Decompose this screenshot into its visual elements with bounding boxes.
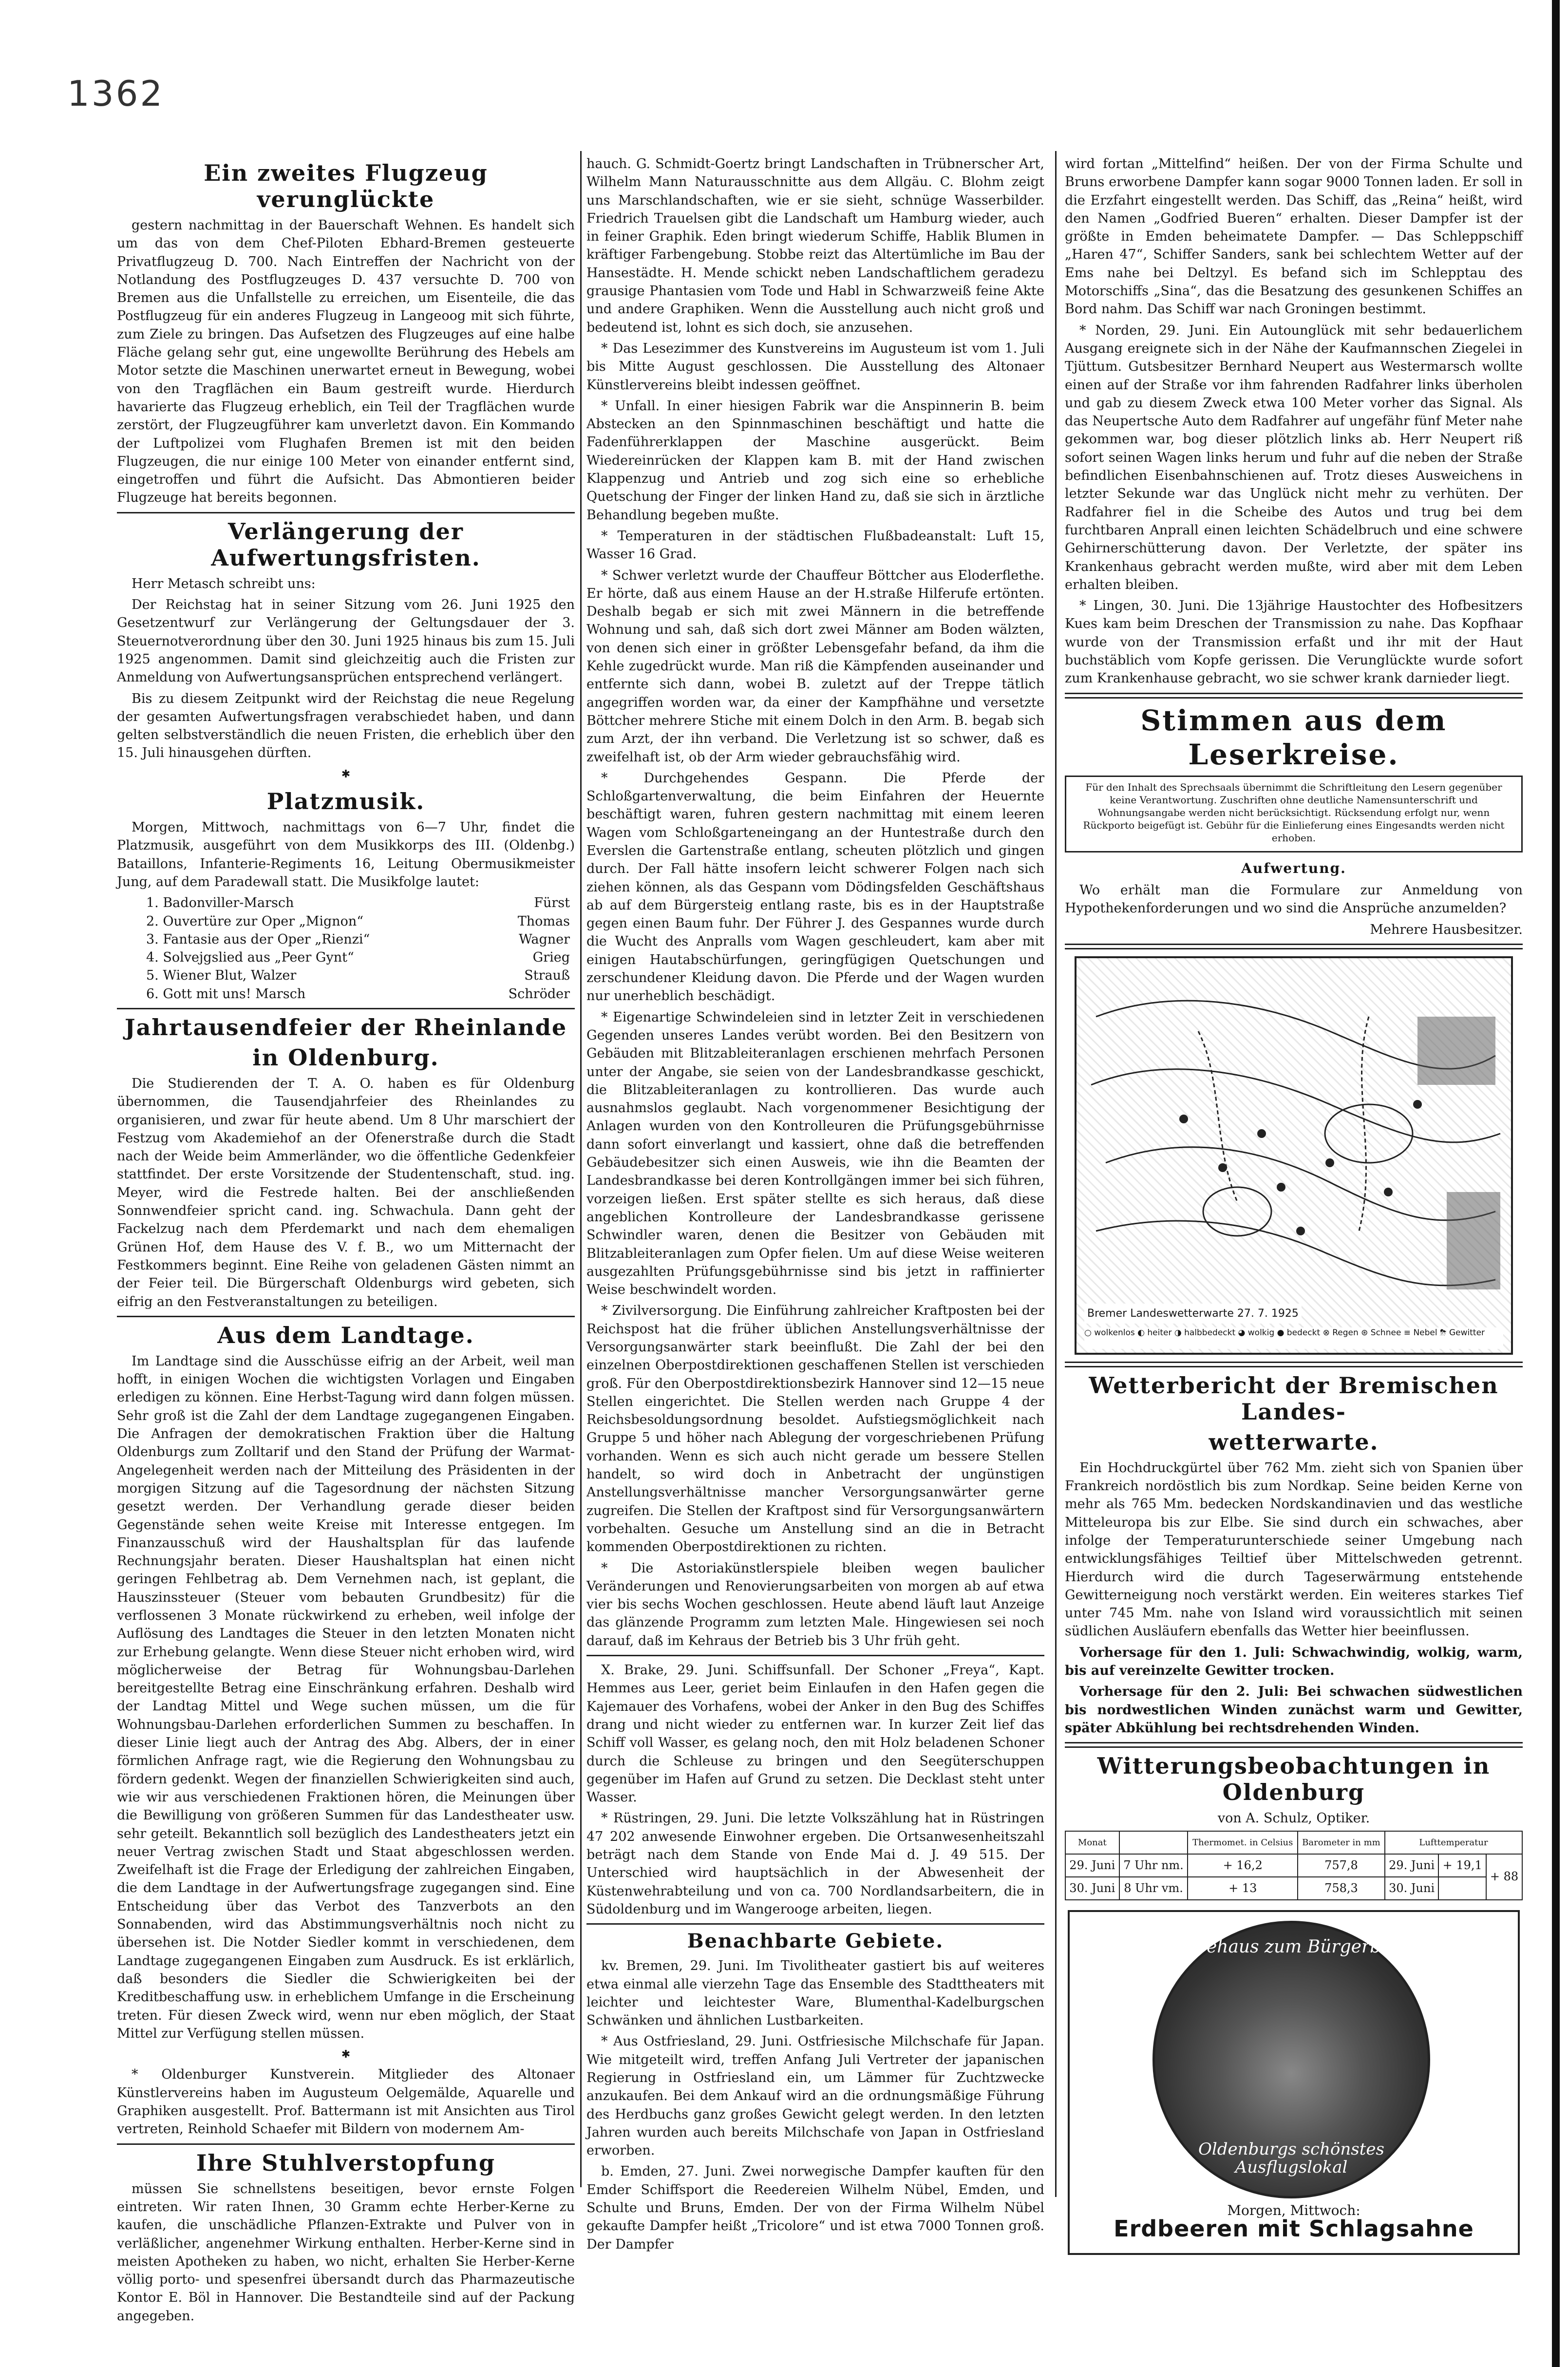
aufwertung-heading: Verlängerung der Aufwertungsfristen. [211,518,481,571]
wetter-heading-2: wetterwarte. [1209,1428,1379,1455]
divider [117,1008,575,1009]
leser-heading: Stimmen aus dem Leserkreise. [1140,703,1447,771]
gespann-text: * Durchgehendes Gespann. Die Pferde der Schloßgartenverwaltung, die beim Einfahren der Heuernte beschäftigt waren, fuhren gestern nachmittag mit einem leeren Wagen vom Schloßgarteneingang an der Huntestraße durch den Everslen die Gartenstraße entlang, scheuten plötzlich und gingen durch. Der Fall hätte insofern leicht schwerer Folgen nach sich ziehen können, als das Gespann vom Dödingsfelden Geschäftshaus ab auf dem Bürgersteig entlang raste, bis es in der Hauptstraße gegen einen Baum fuhr. Der Führer J. des Gespannes wurde durch die Wucht des Anpralls vom Wagen geschleudert, kam aber mit einigen Hautabschürfungen, geringfügigen Quetschungen und zerschundener Kleidung davon. Die Pferde und der Wagen wurden nur unerheblich beschädigt. [586,770,1044,1004]
witterung-heading: Witterungsbeobachtungen in Oldenburg [1097,1753,1491,1806]
column-rule-1 [580,151,582,2187]
jahrtausend-heading: Jahrtausendfeier der Rheinlande [124,1014,567,1041]
leser-question-signature: Mehrere Hausbesitzer. [1370,922,1523,937]
program-item: 1. Badonviller-Marsch Fürst [146,895,570,911]
weather-map [1075,956,1513,1355]
landtag-text: Im Landtage sind die Ausschüsse eifrig an der Arbeit, weil man hofft, in einigen Wochen die wichtigsten Vorlagen und Eingaben erledigen zu können. Eine Herbst-Tagung wird dann folgen müssen. Sehr groß ist die Zahl der dem Landtage zugegangenen Eingaben. Die Anfragen der demokratischen Fraktion über die Haltung Oldenburgs zum Zolltarif und den Stand der Prüfung der Warmat-Angelegenheit werden nach der Mitteilung des Präsidenten in der morgigen Sitzung auf die Tagesordnung der nächsten Sitzung gesetzt werden. Der Verhandlung gerade dieser beiden Gegenstände sehen weite Kreise mit Interesse entgegen. Im Finanzausschuß wird der Haushaltsplan für das laufende Rechnungsjahr beraten. Dieser Haushaltsplan hat einen nicht geringen Fehlbetrag ab. Dem Vernehmen nach, ist geplant, die Hauszinssteuer (Steuer vom bebauten Grundbesitz) für die verflossenen 3 Monate rückwirkend zu erheben, weil infolge der Auflösung des Landtages die Steuer in den letzten Monaten nicht zur Erhebung gelangte. Wenn diese Steuer nicht erhoben wird, wird möglicherweise der Betrag für Wohnungsbau-Darlehen bereitgestellte Betrag eine Einschränkung erfahren. Deshalb wird der Landtag Mittel und Wege suchen müssen, um die für Wohnungsbau-Darlehen erforderlichen Summen zu beschaffen. In dieser Linie liegt auch der Antrag des Abg. Albers, der in einer förmlichen Anfrage ragt, wie die Regierung den Wohnungsbau zu fördern gedenkt. Wegen der finanziellen Schwierigkeiten sind auch, wie wir aus verschiedenen Fraktionen hören, die Meinungen über die Bewilligung von größeren Summen für das Landestheater usw. sehr geteilt. Bekanntlich soll bezüglich des Landestheaters jetzt ein neuer Vertrag zwischen Stadt und Staat abgeschlossen werden. Zweifelhaft ist die Frage der Erledigung der zahlreichen Eingaben, die dem Landtage in der Aufwertungsfrage zugegangen sind. Eine Entscheidung über das Verbot des Tanzverbots an den Sonnabenden, wird das Abstimmungsverhältnis noch nicht zu übersehen ist. Die Notder Siedler kommt in verschiedenen, dem Landtage zugegangenen Eingaben zum Ausdruck. Es ist erklärlich, daß besonders die Siedler die Schwierigkeiten bei der Kreditbeschaffung usw. in erheblichem Umfange in die Erscheinung treten. Für diesen Zweck wird, wenn nur eben möglich, der Staat Mittel zur Verfügung stellen müssen. [117,1353,575,2041]
leser-question-heading: Aufwertung. [1241,860,1346,876]
schwindel-text: * Eigenartige Schwindeleien sind in letzter Zeit in verschiedenen Gegenden unseres Landes verübt worden. Bei den Besitzern von Gebäuden mit Blitzableiteranlagen erschienen mehrfach Personen unter der Angabe, sie seien von der Landesbrandkasse geschickt, die Blitzableiteranlagen zu kontrollieren. Das wurde auch ausnahmslos geglaubt. Nach vorgenommener Besichtigung der Anlagen wurden von den Kontrolleuren die Prüfungsgebührnisse dann sofort einverlangt und kassiert, ohne daß die betreffenden Gebäudebesitzer sich einen Ausweis, wie ihn die Beamten der Landesbrandkasse bei deren Kontrollgängen immer bei sich führen, vorzeigen ließen. Erst später stellte es sich heraus, daß diese angeblichen Kontrolleure der Landesbrandkasse gerissene Schwindler waren, denen die Besitzer von Gebäuden mit Blitzableiteranlagen zum Opfer fielen. Um auf diese Weise weiteren ausgezahlten Prüfungsgebührnisse sind bis jetzt in raffinierter Weise beschwindelt worden. [586,1009,1044,1298]
double-divider [1065,1742,1523,1748]
lesezimmer-text: * Das Lesezimmer des Kunstvereins im Augusteum ist vom 1. Juli bis Mitte August geschlossen. Die Ausstellung des Altonaer Künstlervereins bleibt indessen geöffnet. [586,341,1044,393]
program-item: 3. Fantasie aus der Oper „Rienzi“ Wagner [146,931,570,947]
table-row: 29. Juni 7 Uhr nm. + 16,2 757,8 29. Juni + 19,1 + 88 [1065,1854,1522,1877]
divider: ✱ [341,768,351,780]
platzmusik-heading: Platzmusik. [266,788,425,815]
observation-table [1065,1831,1523,1901]
program-item: 6. Gott mit uns! Marsch Schröder [146,986,570,1002]
flugzeug-heading: Ein zweites Flugzeug verunglückte [204,160,488,212]
aufwertung-intro: Herr Metasch schreibt uns: [132,576,316,591]
column-3 [1065,155,1523,2265]
column-rule-2 [1055,151,1057,2197]
wetter-text: Ein Hochdruckgürtel über 762 Mm. zieht sich von Spanien über Frankreich nordöstlich bis zum Nordkap. Seine beiden Kerne von mehr als 765 Mm. bedecken Nordskandinavien und das westliche Mitteleuropa bis zur Elbe. Sie sind durch ein schwaches, aber infolge der Temperaturunterschiede seiner Umgebung nach entwicklungsfähiges Teiltief über Mittelschweden getrennt. Hierdurch wird die durch Tageserwärmung entstehende Gewitterneigung noch verstärkt werden. Ein weiteres starkes Tief unter 745 Mm. nahe von Island wird voraussichtlich mit seinen südlichen Ausläufern ebenfalls das Wetter hier beeinflussen. [1065,1460,1523,1639]
unfall-text: * Unfall. In einer hiesigen Fabrik war die Anspinnerin B. beim Abstecken an den Spinnmaschinen beschäftigt und hatte die Fadenführerklappen der Maschine ausgerückt. Beim Wiedereinrücken der Klappen kam B. mit der Hand zwischen Klappenzug und Antrieb und zog sich eine so erhebliche Quetschung der Finger der linken Hand zu, daß sie sich in ärztliche Behandlung begeben mußte. [586,398,1044,523]
landtag-heading: Aus dem Landtage. [217,1322,474,1348]
table-header [1119,1831,1188,1854]
divider [117,512,575,513]
chauffeur-text: * Schwer verletzt wurde der Chauffeur Böttcher aus Eloderflethe. Er hörte, daß aus einem Hause an der H.straße Hilferufe ertönten. Deshalb begab er sich mit zwei Männern in die betreffende Wohnung und sah, daß sich dort zwei Männer am Boden wälzten, von denen sich einer in größter Lebensgefahr befand, da ihm die Kehle zugedrückt wurde. Man riß die Kämpfenden auseinander und entfernte sich dann, wobei B. zuletzt auf der Treppe tätlich angegriffen worden war, da einer der Kampfhähne und versetzte Böttcher mehrere Stiche mit einem Dolch in den Arm. B. begab sich zum Arzt, der ihn verband. Die Verletzung ist so schwer, daß es zweifelhaft ist, ob der Arm wieder gebrauchsfähig wird. [586,568,1044,765]
weather-map-drawing [1077,958,1510,1348]
cafe-advertisement [1068,1910,1520,2255]
stuhl-ad-heading: Ihre Stuhlverstopfung [196,2149,496,2176]
aufwertung-p1: Der Reichstag hat in seiner Sitzung vom 26. Juni 1925 den Gesetzentwurf zur Verlängerung der Geltungsdauer der 3. Steuernotverordnung über den 30. Juni 1925 hinaus bis zum 15. Juli 1925 angenommen. Damit sind gleichzeitig auch die Fristen zur Anmeldung von Aufwertungsansprüchen entsprechend verlängert. [117,597,575,685]
witterung-author: von A. Schulz, Optiker. [1217,1811,1370,1826]
ruestringen-text: * Rüstringen, 29. Juni. Die letzte Volkszählung hat in Rüstringen 47 202 anwesende Einwohner ergeben. Die Ortsanwesenheitszahl beträgt nach dem Stande von Ende Mai d. J. 49 515. Der Unterschied wird hauptsächlich in der Abwesenheit der Küstenwehrabteilung und von ca. 700 Nordlandsarbeitern, die in Südoldenburg und im Wangerooge arbeiten, liegen. [586,1811,1044,1917]
stuhl-ad-text: müssen Sie schnellstens beseitigen, bevor ernste Folgen eintreten. Wir raten Ihnen, 30 Gramm echte Herber-Kerne zu kaufen, die unschädliche Pflanzen-Extrakte und Pulver von in verläßlicher, angenehmer Wirkung enthalten. Herber-Kerne sind in meisten Apotheken zu haben, wo nicht, erhalten Sie Herber-Kerne völlig porto- und spesenfrei übersandt durch das Pharmazeutische Kontor E. Böl in Hannover. Die Bestandteile sind auf der Packung angegeben. [117,2181,575,2324]
map-legend: ○ wolkenlos ◐ heiter ◑ halbbedeckt ◕ wolkig ● bedeckt ⊗ Regen ⊛ Schnee ≡ Nebel ⛈ Gewitter [1084,1327,1503,1349]
platzmusik-program [117,894,575,1003]
ad-offer-line: Erdbeeren mit Schlagsahne [1114,2216,1474,2242]
table-header: Thermomet. in Celsius [1188,1831,1298,1854]
ostfriesland-text: * Aus Ostfriesland, 29. Juni. Ostfriesische Milchschafe für Japan. Wie mitgeteilt wird, treffen Anfang Juli Vertreter der japanischen Regierung in Ostfriesland ein, um Lämmer für Zuchtzwecke anzukaufen. Bei dem Ankauf wird an die ordnungsmäßige Führung des Herdbuchs ganz großes Gewicht gelegt werden. In den letzten Jahren wurden auch bereits Milchschafe von Japan in Ostfriesland erworben. [586,2034,1044,2159]
double-divider [1065,693,1523,699]
ad-ring-bottom-text: Oldenburgs schönstes Ausflugslokal [1198,2139,1384,2178]
divider [586,1655,1044,1656]
table-row: 30. Juni 8 Uhr vm. + 13 758,3 30. Juni [1065,1877,1522,1900]
ad-ring-top-text: Kaffeehaus zum Bürgerbusch [1160,1937,1423,1957]
divider [586,1923,1044,1925]
kunstverein-continued: hauch. G. Schmidt-Goertz bringt Landschaften in Trübnerscher Art, Wilhelm Mann Naturausschnitte aus dem Allgäu. C. Blohm zeigt uns Marschlandschaften, wie er sie sieht, schnüge Wasserbilder. Friedrich Trauelsen gibt die Landschaft um Hamburg wieder, auch in feiner Graphik. Eden bringt wiederum Schiffe, Hablik Blumen in kräftiger Farbengebung. Stobbe reizt das Altertümliche im Bau der Hansestädte. H. Mende schickt neben Landschaftlichem geradezu grausige Phantasien vom Tode und Habl in Schwarzweiß feine Akte und andere Graphiken. Wenn die Ausstellung auch nicht groß und bedeutend ist, lohnt es sich doch, sie anzusehen. [586,156,1044,335]
double-divider [1065,944,1523,949]
brake-text: X. Brake, 29. Juni. Schiffsunfall. Der Schoner „Freya“, Kapt. Hemmes aus Leer, geriet beim Einlaufen in den Hafen gegen die Kajemauer des Vorhafens, wobei der Anker in den Bug des Schiffes drang und nicht wieder zu entfernen war. In kurzer Zeit lief das Schiff voll Wasser, es gelang noch, den mit Holz beladenen Schoner durch die Schleuse zu bringen und den Seegüterschuppen gegenüber im Hafen auf Grund zu setzen. Die Decklast steht unter Wasser. [586,1663,1044,1805]
program-item: 5. Wiener Blut, Walzer Strauß [146,968,570,984]
page-number: 1362 [67,73,165,114]
platzmusik-text: Morgen, Mittwoch, nachmittags von 6—7 Uhr, findet die Platzmusik, ausgeführt von dem Musikkorps des III. (Oldenbg.) Bataillons, Infanterie-Regiments 16, Leitung Obermusikmeister Jung, auf dem Paradewall statt. Die Musikfolge lautet: [117,820,575,890]
leser-question-text: Wo erhält man die Formulare zur Anmeldung von Hypothekenforderungen und wo sind die Ansprüche anzumelden? [1065,882,1523,916]
wetter-heading: Wetterbericht der Bremischen Landes- [1089,1372,1499,1425]
astoria-text: * Die Astoriakünstlerspiele bleiben wegen baulicher Veränderungen und Renovierungsarbeiten von morgen ab auf etwa vier bis sechs Wochen geschlossen. Heute abend läuft laut Anzeige das glänzende Programm zum letzten Male. Hingewiesen sei noch darauf, daß im Kehraus der Betrieb bis 3 Uhr früh geht. [586,1560,1044,1648]
right-edge-rule [1552,0,1560,2367]
divider: ✱ [341,2048,351,2061]
table-header: Lufttemperatur [1385,1831,1522,1854]
leser-disclaimer: Für den Inhalt des Sprechsaals übernimmt die Schriftleitung den Lesern gegenüber keine Verantwortung. Zuschriften ohne deutliche Namensunterschrift und Wohnungsangabe werden nicht berücksichtigt. Rücksendung erfolgt nur, wenn Rückporto beigefügt ist. Gebühr für die Einlieferung eines Eingesandts werden nicht erhoben. [1083,781,1505,844]
kunstverein-text: * Oldenburger Kunstverein. Mitglieder des Altonaer Künstlervereins haben im Augusteum Oelgemälde, Aquarelle und Graphiken ausgestellt. Prof. Battermann ist mit Ansichten aus Tirol vertreten, Reinhold Schaefer mit Bildern von modernem Am- [117,2067,575,2137]
aufwertung-p2: Bis zu diesem Zeitpunkt wird der Reichstag die neue Regelung der gesamten Aufwertungsfragen verabschiedet haben, und dann gelten selbstverständlich die neuen Fristen, die erheblich über den 15. Juli hinausgehen dürften. [117,691,575,761]
cafe-photo-medallion [1152,1921,1430,2198]
nachbar-heading: Benachbarte Gebiete. [687,1930,944,1953]
flugzeug-text: gestern nachmittag in der Bauerschaft Wehnen. Es handelt sich um das von dem Chef-Piloten Ebhard-Bremen gesteuerte Privatflugzeug D. 700. Nach Eintreffen der Nachricht von der Notlandung des Postflugzeuges D. 437 versuchte D. 700 von Bremen aus die Unfallstelle zu erreichen, um Eisenteile, die das Postflugzeug für ein anderes Flugzeug in Langeoog mit sich führte, zum Ziele zu bringen. Das Aufsetzen des Flugzeuges auf eine halbe Fläche gelang sehr gut, eine ungewollte Berührung des Hebels am Motor setzte die Maschinen unerwartet erneut in Bewegung, wobei von den Tragflächen ein Baum gestreift wurde. Hierdurch havarierte das Flugzeug erheblich, ein Teil der Tragflächen wurde zerstört, der Flugzeugführer kam unverletzt davon. Ein Kommando der Luftpolizei vom Flughafen Bremen ist mit den beiden Flugzeugen, die nur einige 100 Meter von einander entfernt sind, eingetroffen und führt die Aufsicht. Das Abmontieren beider Flugzeuge hat bereits begonnen. [117,218,575,506]
jahrtausend-text: Die Studierenden der T. A. O. haben es für Oldenburg übernommen, die Tausendjahrfeier des Rheinlandes zu organisieren, und zwar für heute abend. Um 8 Uhr marschiert der Festzug vom Akademiehof an der Ofenerstraße durch die Stadt nach der Weide beim Ammerländer, wo die öffentliche Gedenkfeier stattfindet. Der erste Vorsitzende der Studentenschaft, stud. ing. Meyer, wird die Festrede halten. Bei der anschließenden Sonnwendfeier spricht cand. ing. Schwachula. Dann geht der Fackelzug nach dem Pferdemarkt und nach dem ehemaligen Grünen Hof, dem Hause des V. f. B., wo um Mitternacht der Festkommers beginnt. Eine Reihe von geladenen Gästen nimmt an der Feier teil. Die Bürgerschaft Oldenburgs wird gebeten, sich eifrig an den Festveranstaltungen zu beteiligen. [117,1076,575,1309]
program-item: 4. Solvejgslied aus „Peer Gynt“ Grieg [146,950,570,966]
table-header: Monat [1065,1831,1119,1854]
leser-disclaimer-box [1065,776,1523,852]
divider [117,2143,575,2145]
jahrtausend-heading-2: in Oldenburg. [252,1044,439,1071]
divider [117,1316,575,1317]
program-item: 2. Ouvertüre zur Oper „Mignon“ Thomas [146,913,570,929]
column-1 [117,155,575,2328]
norden-text: * Norden, 29. Juni. Ein Autounglück mit sehr bedauerlichem Ausgang ereignete sich in der Nähe der Kaufmannschen Ziegelei in Tjüttum. Gutsbesitzer Bernhard Neupert aus Westermarsch wollte einen auf der Straße vor ihm fahrenden Radfahrer links überholen und gab zu diesem Zweck etwa 100 Meter vorher das Signal. Als das Neupertsche Auto dem Radfahrer auf ungefähr fünf Meter nahe gekommen war, bog dieser plötzlich links ab. Herr Neupert riß sofort seinen Wagen links herum und fuhr auf die neben der Straße befindlichen Eisenbahnschienen auf. Trotz dieses Ausweichens in letzter Sekunde war das Unglück nicht mehr zu verhüten. Der Radfahrer fiel in die Scheibe des Autos und trug bei dem furchtbaren Anprall einen leichten Schädelbruch und eine schwere Gehirnerschütterung davon. Der Verletzte, der später ins Krankenhaus gebracht werden mußte, wird aber mit dem Leben erhalten bleiben. [1065,322,1523,592]
ad-date-line: Morgen, Mittwoch: [1227,2202,1360,2219]
double-divider [1065,1362,1523,1367]
temperaturen-text: * Temperaturen in der städtischen Flußbadeanstalt: Luft 15, Wasser 16 Grad. [586,528,1044,562]
table-header: Barometer in mm [1298,1831,1385,1854]
bremen-text: kv. Bremen, 29. Juni. Im Tivolitheater gastiert bis auf weiteres etwa einmal alle vierzehn Tage das Ensemble des Stadttheaters mit leichter und leichtester Ware, Blumenthal-Kadelburgschen Schwänken und ähnlichen Lustbarkeiten. [586,1958,1044,2028]
column-2 [586,155,1044,2256]
map-caption: Bremer Landeswetterwarte 27. 7. 1925 [1084,1304,1302,1324]
lingen-text: * Lingen, 30. Juni. Die 13jährige Haustochter des Hofbesitzers Kues kam beim Dreschen der Transmission zu nahe. Das Kopfhaar wurde von der Transmission erfaßt und ihr mit der Haut buchstäblich vom Kopfe gerissen. Die Verunglückte wurde sofort zum Krankenhause gebracht, wo sie schwer krank darnieder liegt. [1065,598,1523,686]
forecast-day1: Vorhersage für den 1. Juli: Schwachwindig, wolkig, warm, bis auf vereinzelte Gewitter trocken. [1065,1645,1523,1679]
emden-text: b. Emden, 27. Juni. Zwei norwegische Dampfer kauften für den Emder Schiffsport die Reedereien Wilhelm Nübel, Emden, und Schulte und Bruns, Emden. Der von der Firma Wilhelm Nübel gekaufte Dampfer heißt „Tricolore“ und ist etwa 7000 Tonnen groß. Der Dampfer [586,2164,1044,2252]
emden-continued: wird fortan „Mittelfind“ heißen. Der von der Firma Schulte und Bruns erworbene Dampfer kann sogar 9000 Tonnen laden. Er soll in die Erzfahrt eingestellt werden. Das Schiff, das „Reina“ heißt, wird den Namen „Godfried Bueren“ erhalten. Dieser Dampfer ist der größte in Emden beheimatete Dampfer. — Das Schleppschiff „Haren 47“, Schiffer Sanders, sank bei schlechtem Wetter auf der Ems nahe bei Deltzyl. Es befand sich im Schlepptau des Motorschiffs „Sina“, das die Besatzung des gesunkenen Schiffes an Bord nahm. Das Schiff war nach Groningen bestimmt. [1065,156,1523,317]
zivil-text: * Zivilversorgung. Die Einführung zahlreicher Kraftposten bei der Reichspost hat die früher üblichen Anstellungsverhältnisse der Versorgungsanwärter stark beeinflußt. Die Zahl der bei den einzelnen Oberpostdirektionen geschaffenen Stellen ist verschieden groß. Für den Oberpostdirektionsbezirk Hannover sind 12—15 neue Stellen eingerichtet. Die Stellen werden nach Gruppe 4 der Reichsbesoldungsordnung besoldet. Aufstiegsmöglichkeit nach Gruppe 5 und höher nach Ablegung der vorgeschriebenen Prüfung vorhanden. Wenn es sich auch nicht gerade um bessere Stellen handelt, so wird doch in Anbetracht der ungünstigen Anstellungsverhältnisse mancher Versorgungsanwärter gerne zugreifen. Die Stellen der Kraftpost sind für Versorgungsanwärtern vorbehalten. Gesuche um Anstellung sind an die in Betracht kommenden Oberpostdirektionen zu richten. [586,1303,1044,1555]
forecast-day2: Vorhersage für den 2. Juli: Bei schwachen südwestlichen bis nordwestlichen Winden zunächst warm und Gewitter, später Abkühlung bei rechtsdrehenden Winden. [1065,1684,1523,1736]
